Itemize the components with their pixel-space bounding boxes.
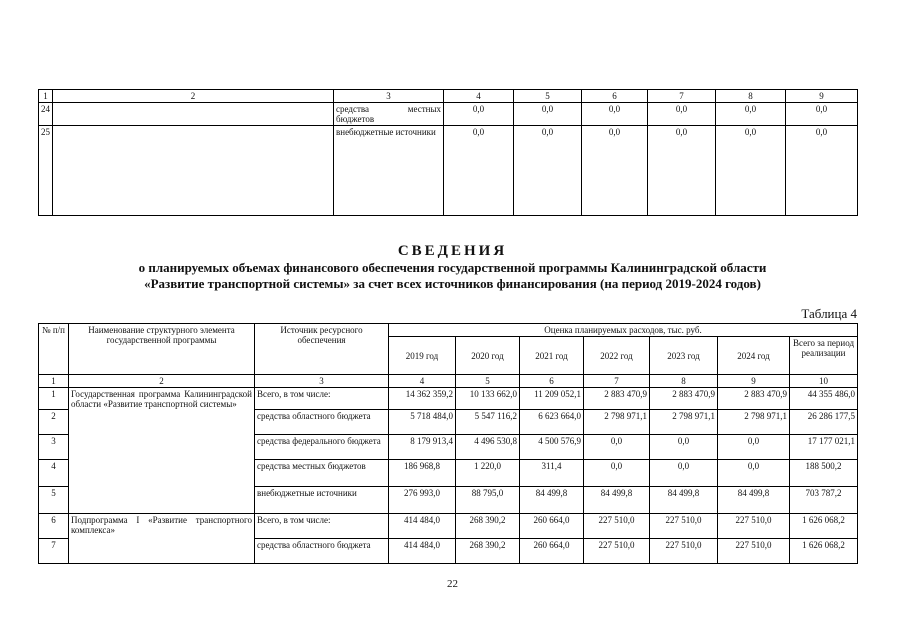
row-source: средства местных бюджетов [255,460,389,487]
row-number: 25 [39,126,53,216]
row-value: 11 209 052,1 [520,388,584,410]
table-row [39,388,858,410]
row-source: средства областного бюджета [255,539,389,564]
row-value: 5 718 484,0 [389,410,456,435]
index-cell: 10 [790,375,858,388]
continuation-table [38,89,858,216]
row-value: 84 499,8 [520,487,584,514]
table-row [39,514,858,539]
row-name [53,126,334,216]
row-source: Всего, в том числе: [255,514,389,539]
header-year: 2019 год [389,337,456,375]
col-header: 8 [716,90,786,103]
row-source: средства федерального бюджета [255,435,389,460]
subprogram-name: Подпрограмма I «Развитие транспортного комплекса» [69,514,255,564]
row-source: средства областного бюджета [255,410,389,435]
row-value: 84 499,8 [650,487,718,514]
document-heading [0,243,905,292]
row-value: 268 390,2 [456,539,520,564]
row-value: 2 798 971,1 [584,410,650,435]
row-value: 0,0 [444,126,514,216]
row-value: 0,0 [718,460,790,487]
row-value: 0,0 [584,435,650,460]
table-row [39,103,858,126]
header-num: № п/п [39,324,69,375]
col-header: 4 [444,90,514,103]
row-value: 227 510,0 [718,514,790,539]
index-cell: 1 [39,375,69,388]
row-value: 2 798 971,1 [718,410,790,435]
document-subtitle: «Развитие транспортной системы» за счет всех источников финансирования (на период 2019-2024 годов) [144,276,761,291]
row-value: 0,0 [786,103,858,126]
row-value: 2 883 470,9 [718,388,790,410]
row-value: 1 626 068,2 [790,539,858,564]
row-value: 0,0 [582,103,648,126]
row-value: 5 547 116,2 [456,410,520,435]
row-value: 227 510,0 [650,539,718,564]
row-value: 2 798 971,1 [650,410,718,435]
row-value: 188 500,2 [790,460,858,487]
document-subtitle: о планируемых объемах финансового обеспечения государственной программы Калининградской области [138,260,767,275]
row-value: 88 795,0 [456,487,520,514]
col-header: 3 [334,90,444,103]
row-value: 227 510,0 [584,539,650,564]
row-value: 14 362 359,2 [389,388,456,410]
row-value: 276 993,0 [389,487,456,514]
financing-table [38,323,858,564]
row-value: 414 484,0 [389,514,456,539]
header-year: 2021 год [520,337,584,375]
table-caption: Таблица 4 [801,306,857,321]
row-value: 2 883 470,9 [584,388,650,410]
row-value: 311,4 [520,460,584,487]
header-estimate: Оценка планируемых расходов, тыс. руб. [389,324,858,337]
index-row [39,375,858,388]
row-source: Всего, в том числе: [255,388,389,410]
row-source: внебюджетные источники [255,487,389,514]
index-cell: 2 [69,375,255,388]
row-value: 260 664,0 [520,514,584,539]
row-value: 84 499,8 [718,487,790,514]
row-value: 0,0 [444,103,514,126]
header-name: Наименование структурного элемента государственной программы [69,324,255,375]
row-value: 260 664,0 [520,539,584,564]
row-value: 0,0 [648,103,716,126]
col-header: 7 [648,90,716,103]
row-number: 4 [39,460,69,487]
index-cell: 4 [389,375,456,388]
table-row [39,126,858,216]
index-cell: 3 [255,375,389,388]
row-value: 227 510,0 [650,514,718,539]
row-value: 8 179 913,4 [389,435,456,460]
row-name [53,103,334,126]
row-value: 0,0 [718,435,790,460]
row-value: 0,0 [650,435,718,460]
row-value: 703 787,2 [790,487,858,514]
row-number: 24 [39,103,53,126]
row-value: 0,0 [648,126,716,216]
header-year: 2024 год [718,337,790,375]
index-cell: 9 [718,375,790,388]
col-header: 1 [39,90,53,103]
row-value: 0,0 [514,103,582,126]
row-value: 414 484,0 [389,539,456,564]
row-value: 0,0 [584,460,650,487]
row-number: 1 [39,388,69,410]
index-cell: 5 [456,375,520,388]
row-value: 4 496 530,8 [456,435,520,460]
row-value: 84 499,8 [584,487,650,514]
row-source: внебюджетные источники [334,126,444,216]
header-source: Источник ресурсного обеспечения [255,324,389,375]
col-header: 6 [582,90,648,103]
header-total: Всего за период реализации [790,337,858,375]
header-row [39,324,858,337]
page-number: 22 [447,578,458,590]
row-value: 186 968,8 [389,460,456,487]
index-cell: 6 [520,375,584,388]
row-source: средства местных бюджетов [334,103,444,126]
row-number: 2 [39,410,69,435]
row-value: 0,0 [716,103,786,126]
header-year: 2023 год [650,337,718,375]
col-header: 5 [514,90,582,103]
index-cell: 8 [650,375,718,388]
col-header: 2 [53,90,334,103]
index-cell: 7 [584,375,650,388]
row-value: 44 355 486,0 [790,388,858,410]
header-row [39,90,858,103]
row-value: 0,0 [582,126,648,216]
row-value: 6 623 664,0 [520,410,584,435]
col-header: 9 [786,90,858,103]
row-value: 0,0 [786,126,858,216]
row-value: 227 510,0 [718,539,790,564]
row-value: 4 500 576,9 [520,435,584,460]
row-number: 7 [39,539,69,564]
row-value: 268 390,2 [456,514,520,539]
row-value: 0,0 [650,460,718,487]
row-value: 10 133 662,0 [456,388,520,410]
row-value: 1 626 068,2 [790,514,858,539]
row-value: 26 286 177,5 [790,410,858,435]
row-number: 3 [39,435,69,460]
row-value: 1 220,0 [456,460,520,487]
row-number: 6 [39,514,69,539]
header-year: 2022 год [584,337,650,375]
row-number: 5 [39,487,69,514]
row-value: 2 883 470,9 [650,388,718,410]
row-value: 0,0 [716,126,786,216]
row-value: 227 510,0 [584,514,650,539]
row-value: 17 177 021,1 [790,435,858,460]
program-name: Государственная программа Калининградской области «Развитие транспортной системы» [69,388,255,514]
row-value: 0,0 [514,126,582,216]
document-title: СВЕДЕНИЯ [397,243,508,259]
header-year: 2020 год [456,337,520,375]
